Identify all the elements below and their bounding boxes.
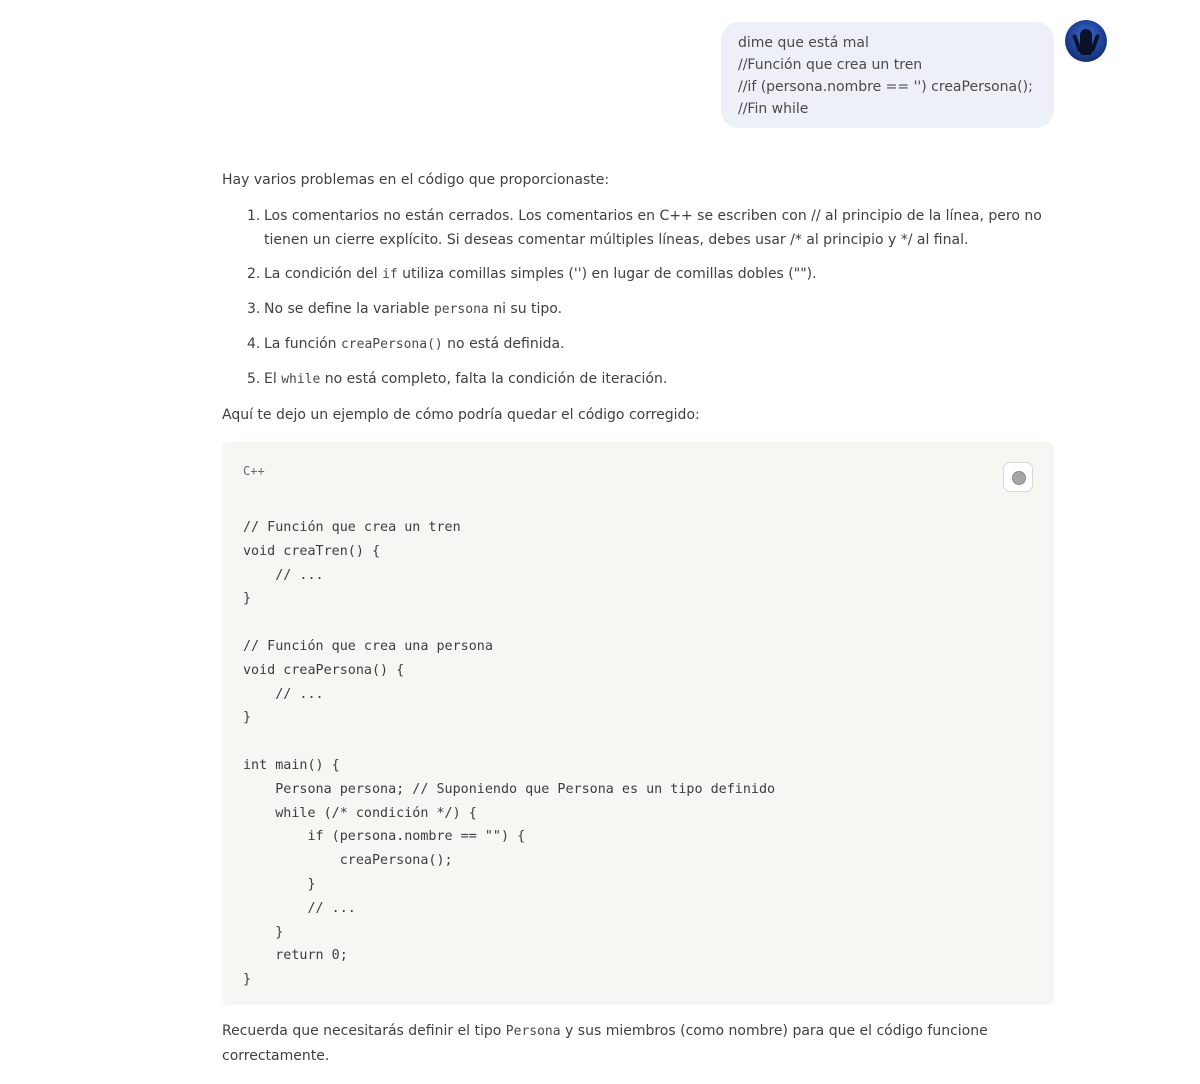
code-lead-text: Aquí te dejo un ejemplo de cómo podría quedar el código corregido:: [222, 407, 700, 423]
issue-item: [222, 262, 1056, 287]
issues-list: [222, 204, 1056, 402]
issue-text: No se define la variable: [264, 301, 434, 317]
issue-number: 2.: [247, 266, 261, 282]
user-message-line: //Función que crea un tren: [738, 57, 923, 73]
inline-code: creaPersona(): [340, 337, 443, 352]
issue-text: La condición del: [264, 266, 383, 282]
inline-code: Persona: [505, 1024, 561, 1039]
closing-text: ) para que el código funcione correctamente.: [222, 1023, 988, 1064]
issue-text: La función: [264, 336, 341, 352]
issue-text: no está completo, falta la condición de iteración.: [320, 371, 668, 387]
inline-code: if: [382, 267, 398, 282]
user-message-bubble: [721, 22, 1054, 128]
closing-text: y sus miembros (como: [560, 1023, 729, 1039]
user-message-line: //Fin while: [738, 101, 809, 117]
issue-text: utiliza comillas simples ('') en lugar de comillas dobles ("").: [397, 266, 817, 282]
issue-text: no está definida.: [442, 336, 565, 352]
closing-text: nombre: [728, 1023, 783, 1039]
issue-item: [222, 332, 1056, 357]
inline-code: persona: [433, 302, 489, 317]
issue-text: El: [264, 371, 282, 387]
user-avatar-icon[interactable]: [1065, 20, 1107, 62]
assistant-closing: [222, 1019, 1022, 1068]
issue-text: Los comentarios no están cerrados. Los comentarios en C++ se escriben con // al principio de la línea, pero no tienen un cierre explícito. Si deseas comentar múltiples líneas, debes usar /* al principio y */ al final.: [264, 208, 1042, 248]
copy-code-button[interactable]: [1003, 462, 1033, 492]
user-message-line: dime que está mal: [738, 35, 869, 51]
code-content[interactable]: // Función que crea un tren void creaTren() { // ... } // Función que crea una persona void creaPersona() { // ... } int main() { Persona persona; // Suponiendo que Persona es un tipo definido while (/* condición */) { if (persona.nombre == "") { creaPersona(); } // ... } return 0; }: [243, 520, 776, 988]
code-block: [222, 442, 1054, 1005]
user-message-line: //if (persona.nombre == '') creaPersona();: [738, 79, 1033, 95]
assistant-intro: Hay varios problemas en el código que proporcionaste:: [222, 172, 610, 188]
issue-item: [222, 204, 1056, 252]
issue-number: 5.: [247, 371, 261, 387]
issue-item: [222, 297, 1056, 322]
closing-text: Recuerda que necesitarás definir el tipo: [222, 1023, 506, 1039]
issue-number: 1.: [247, 208, 261, 224]
inline-code: while: [281, 372, 321, 387]
copy-icon: [1012, 471, 1026, 485]
issue-number: 4.: [247, 336, 261, 352]
issue-number: 3.: [247, 301, 261, 317]
issue-text: ni su tipo.: [488, 301, 563, 317]
issue-item: [222, 367, 1056, 392]
code-language-label: C++: [243, 464, 265, 478]
